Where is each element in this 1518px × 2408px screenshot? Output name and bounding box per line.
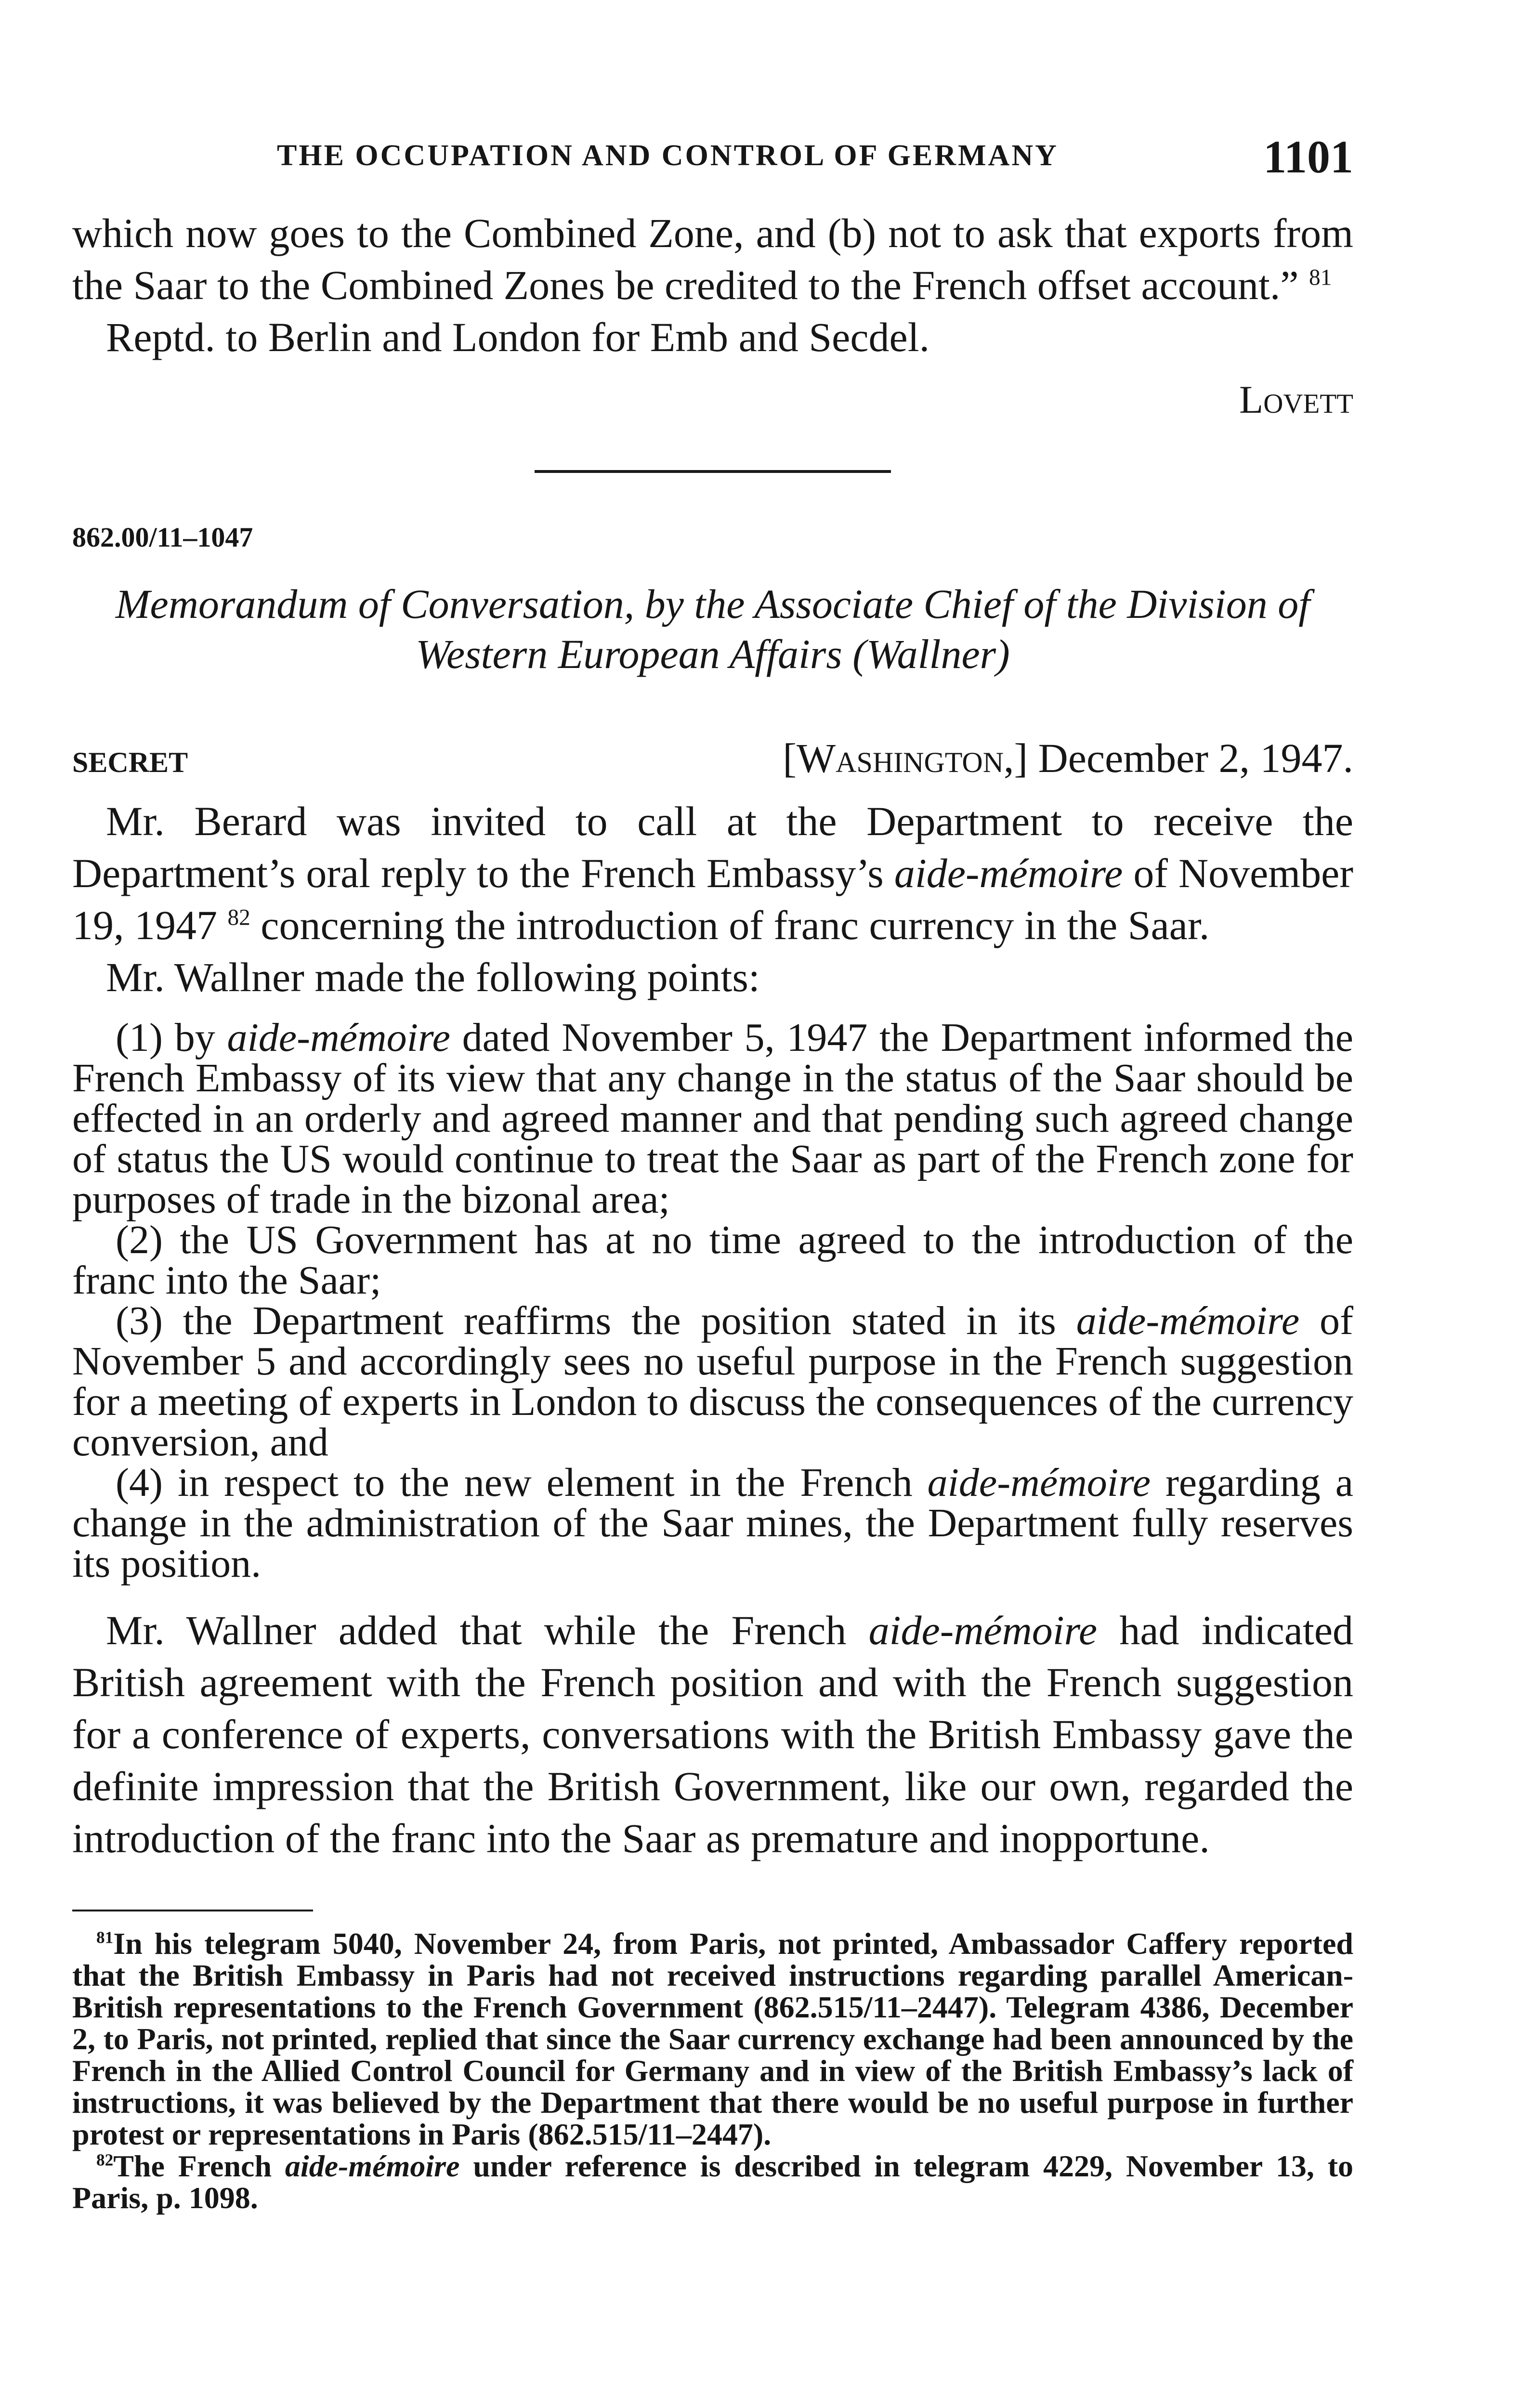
point-4 <box>72 1460 1354 1586</box>
paragraph-1-term: aide-mémoire <box>894 850 1123 896</box>
points-list <box>72 1015 1354 1586</box>
footnote-82 <box>72 2150 1353 2214</box>
point-4-text-a: (4) in respect to the new element in the French <box>116 1460 913 1505</box>
footnote-82-text-b: under reference is described in telegram 4229, November 13, to Paris, p. 1098. <box>72 2149 1354 2215</box>
point-1-text-b: dated November 5, 1947 the Department informed the French Embassy of its view that any change in the status of the Saar should be effected in an orderly and agreed manner and that pending such agreed change of status the US would continue to treat the Saar as part of the French zone for purposes of trade in the bizonal area; <box>72 1015 1354 1222</box>
continuation-paragraph <box>72 207 1353 311</box>
paragraph-1-text-c: concerning the introduction of franc currency in the Saar. <box>261 902 1210 948</box>
footnotes <box>72 1928 1353 2214</box>
point-3-term: aide-mémoire <box>1076 1298 1300 1343</box>
dateline <box>72 732 1353 788</box>
paragraph-1-text-a: Mr. Berard was invited to call at the Department to receive the Department’s oral reply to the French Embassy’s <box>72 798 1353 896</box>
page-number: 1101 <box>1263 131 1353 183</box>
point-3 <box>72 1298 1354 1465</box>
point-4-text-b: regarding a change in the administration of the Saar mines, the Department fully reserves its position. <box>72 1460 1354 1586</box>
footnote-81-number: 81 <box>96 1928 114 1947</box>
closing-text-a: Mr. Wallner added that while the French <box>106 1607 847 1653</box>
paragraph-1-text-b: of November 19, 1947 <box>72 850 1353 948</box>
page-header <box>72 130 1353 188</box>
point-1-text-a: (1) by <box>116 1015 215 1060</box>
point-3-text-a: (3) the Department reaffirms the position stated in its <box>116 1298 1056 1343</box>
date: December 2, 1947. <box>1038 735 1353 781</box>
footnote-81-text: In his telegram 5040, November 24, from Paris, not printed, Ambassador Caffery reported that the British Embassy in Paris had not received instructions regarding parallel American-British representations to the French Government (862.515/11–2447). Telegram 4386, December 2, to Paris, not printed, replied that since the Saar currency exchange had been announced by the French in the Allied Control Council for Germany and in view of the British Embassy’s lack of instructions, it was believed by the Department that there would be no useful purpose in further protest or representations in Paris (862.515/11–2447). <box>72 1926 1353 2151</box>
footnote-divider <box>72 1910 313 1911</box>
paragraph-1 <box>72 795 1353 951</box>
paragraph-2: Mr. Wallner made the following points: <box>106 954 760 1000</box>
place: [Washington,] <box>783 735 1028 781</box>
closing-paragraph <box>72 1604 1353 1864</box>
footnote-82-text-a: The French <box>113 2149 272 2183</box>
signature: Lovett <box>1239 378 1353 421</box>
file-number: 862.00/11–1047 <box>72 522 253 553</box>
point-1 <box>72 1015 1354 1222</box>
point-1-term: aide-mémoire <box>227 1015 450 1060</box>
point-2: (2) the US Government has at no time agreed to the introduction of the franc into the Saar; <box>72 1217 1353 1303</box>
document-title: Memorandum of Conversation, by the Associate Chief of the Division of Western European Affairs (Wallner) <box>115 581 1310 677</box>
section-divider <box>535 470 891 473</box>
footnote-82-term: aide-mémoire <box>285 2149 460 2183</box>
repeat-line: Reptd. to Berlin and London for Emb and Secdel. <box>106 314 930 360</box>
body-text <box>72 207 1353 2214</box>
point-4-term: aide-mémoire <box>927 1460 1151 1505</box>
running-head: THE OCCUPATION AND CONTROL OF GERMANY <box>277 139 1059 172</box>
closing-term: aide-mémoire <box>868 1607 1098 1653</box>
point-3-text-b: of November 5 and accordingly sees no useful purpose in the French suggestion for a meeting of experts in London to discuss the consequences of the currency conversion, and <box>72 1298 1354 1465</box>
continuation-text: which now goes to the Combined Zone, and (b) not to ask that exports from the Saar to the Combined Zones be credited to the French offset account.” <box>72 210 1353 308</box>
footnote-82-number: 82 <box>96 2150 114 2170</box>
date-line <box>783 732 1353 784</box>
footnote-ref-82: 82 <box>227 905 250 930</box>
footnote-81 <box>72 1928 1353 2150</box>
footnote-ref-81: 81 <box>1309 265 1332 290</box>
closing-text-b: had indicated British agreement with the French position and with the French suggestion for a conference of experts, conversations with the British Embassy gave the definite impression that the British Government, like our own, regarded the introduction of the franc into the Saar as premature and inopportune. <box>72 1607 1354 1861</box>
classification-label: SECRET <box>72 746 188 778</box>
